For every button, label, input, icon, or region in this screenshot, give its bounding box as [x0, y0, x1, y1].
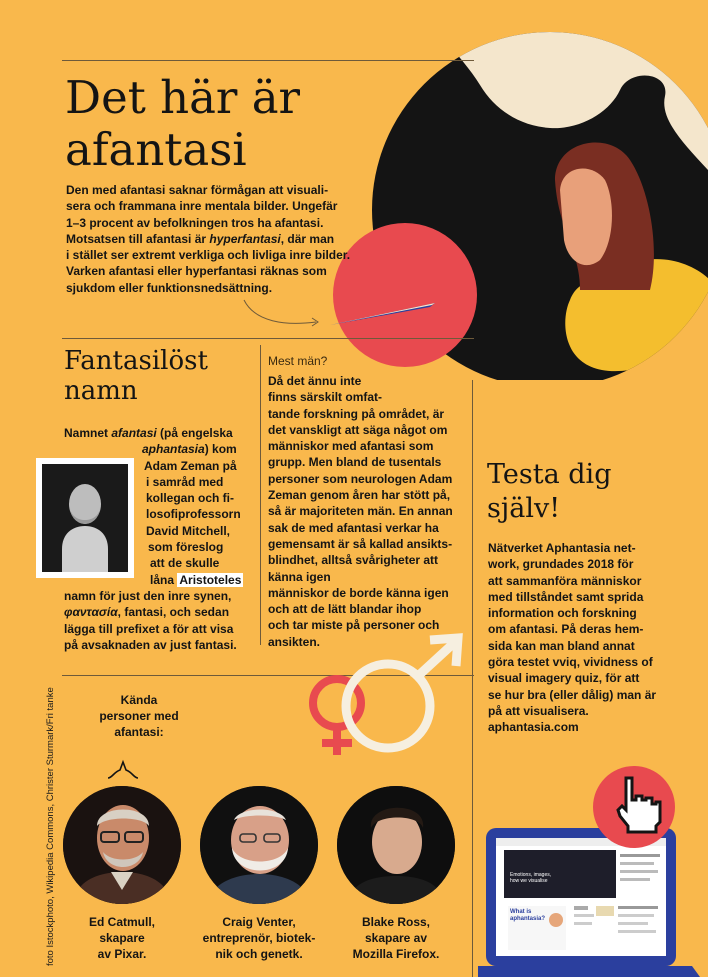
- text-line: Då det ännu inte: [268, 374, 362, 388]
- caption-line: Craig Venter,: [222, 915, 296, 929]
- heading-line: Fantasilöst: [64, 346, 208, 376]
- divider-vertical: [472, 380, 473, 977]
- heading-line: personer med: [99, 709, 179, 723]
- divider-middle: [62, 338, 474, 339]
- caption-line: Mozilla Firefox.: [352, 947, 440, 961]
- intro-line: sera och frammana inre mentala bilder. Ungefär: [66, 199, 338, 214]
- intro-paragraph: [66, 182, 366, 296]
- mest-man-heading: Mest män?: [268, 354, 328, 368]
- heading-line: afantasi:: [114, 725, 164, 739]
- text-line: med tillståndet samt sprida: [488, 589, 644, 604]
- text-line: göra testet vviq, vividness of: [488, 655, 653, 670]
- text-span: ) kom: [204, 442, 237, 457]
- divider-top: [62, 60, 474, 61]
- laptop-card-title: [510, 909, 545, 923]
- text-line: namn för just den inre synen,: [64, 588, 232, 603]
- text-emphasis: aphantasia: [142, 442, 205, 457]
- caption-line: skapare av: [364, 931, 428, 945]
- portrait-craig-venter: [200, 786, 318, 904]
- text-line: lägga till prefixet a för att visa: [64, 621, 234, 636]
- caption-blake-ross: [330, 914, 462, 962]
- photo-credit: foto Istockphoto, Wikipedia Commons, Christer Sturmark/Fri tanke: [45, 687, 56, 966]
- fantasilost-heading: [64, 346, 208, 406]
- fantasilost-paragraph: [64, 425, 264, 653]
- text-line: så är majoriteten män. En annan: [268, 504, 453, 519]
- website-link[interactable]: aphantasia.com: [488, 720, 579, 735]
- text-line: det vanskligt att säga något om: [268, 422, 448, 437]
- intro-line: i stället ser extremt verkliga och livliga inre bilder.: [66, 248, 351, 263]
- text-span: låna: [150, 572, 178, 587]
- text-emphasis: φαντασία: [64, 605, 118, 620]
- text-line: kollegan och fi-: [146, 491, 235, 506]
- heading-line: Testa dig: [487, 459, 612, 490]
- portrait-blake-ross: [337, 786, 455, 904]
- text-span: (på engelska: [156, 426, 233, 440]
- laptop-card-line: What is: [510, 909, 532, 915]
- mest-man-paragraph: [268, 373, 468, 650]
- caption-line: Ed Catmull,: [88, 915, 155, 929]
- caption-line: av Pixar.: [97, 947, 147, 961]
- blake-ross-photo: [337, 786, 455, 904]
- text-line: människor de borde känna igen: [268, 585, 449, 600]
- text-line: David Mitchell,: [146, 523, 231, 538]
- text-line: losofiprofessorn: [146, 507, 241, 522]
- text-line: Nätverket Aphantasia net-: [488, 541, 636, 555]
- laptop-hero-line: Emotions, images,: [510, 872, 552, 878]
- intro-line: sjukdom eller funktionsnedsättning.: [66, 280, 273, 295]
- laptop-illustration: [478, 824, 708, 977]
- text-line: work, grundades 2018 för: [488, 557, 634, 572]
- caption-line: nik och genetk.: [215, 947, 303, 961]
- caption-ed-catmull: [58, 914, 186, 962]
- testa-heading: [487, 458, 611, 526]
- text-span: Motsatsen till afantasi är: [66, 231, 210, 246]
- text-line: känna igen: [268, 569, 331, 584]
- caption-line: entreprenör, biotek-: [202, 931, 316, 945]
- text-line: [64, 441, 264, 457]
- text-emphasis: hyperfantasi: [209, 231, 281, 246]
- heading-line: namn: [64, 376, 138, 406]
- text-line: [64, 604, 264, 620]
- text-line: Adam Zeman på: [144, 458, 237, 473]
- heading-line: själv!: [487, 493, 561, 524]
- text-line: blindhet, alltså svårigheter att: [268, 553, 439, 568]
- text-line: sida kan man bland annat: [488, 638, 635, 653]
- intro-line: [66, 231, 366, 247]
- brace-icon: [106, 758, 140, 780]
- laptop-card-line: aphantasia?: [510, 916, 546, 922]
- text-line: gemensamt är så kallad ansikts-: [268, 536, 453, 551]
- caption-line: skapare: [99, 931, 145, 945]
- text-line: finns särskilt omfat-: [268, 390, 383, 405]
- gender-symbols-icon: [300, 630, 470, 760]
- portrait-ed-catmull: [63, 786, 181, 904]
- text-line: ansikten.: [268, 634, 321, 649]
- curved-arrow-icon: [240, 296, 325, 332]
- laptop-hero-text: [510, 872, 551, 884]
- text-line: [64, 425, 264, 441]
- title-line: afantasi: [65, 123, 247, 176]
- text-line: på avsaknaden av just fantasi.: [64, 637, 237, 652]
- page-title: [65, 72, 300, 176]
- testa-paragraph: [488, 540, 688, 736]
- ed-catmull-photo: [63, 786, 181, 904]
- text-line: information och forskning: [488, 606, 637, 621]
- text-line: om afantasi. På deras hem-: [488, 622, 644, 637]
- intro-line: 1–3 procent av befolkningen tros ha afantasi.: [66, 215, 324, 230]
- title-line: Det här är: [65, 71, 301, 124]
- caption-craig-venter: [190, 914, 328, 962]
- text-line: i samråd med: [146, 474, 224, 489]
- intro-line: Varken afantasi eller hyperfantasi räknas som: [66, 264, 327, 279]
- text-line: se hur bra (eller dålig) man är: [488, 687, 657, 702]
- blue-wedge-shape: [320, 295, 445, 335]
- text-line: som föreslog: [148, 540, 224, 555]
- laptop-hero-line: how we visualise: [510, 878, 548, 884]
- text-line: sak de med afantasi verkar ha: [268, 520, 439, 535]
- text-span: , fantasi, och sedan: [117, 605, 230, 620]
- text-line: att sammanföra människor: [488, 573, 642, 588]
- text-line: visual imagery quiz, för att: [488, 671, 640, 686]
- text-line: [64, 572, 264, 588]
- text-line: och tar miste på personer och: [268, 618, 440, 633]
- hand-pointer-icon: [614, 774, 664, 838]
- text-line: personer som neurologen Adam: [268, 471, 453, 486]
- text-span: , där man: [280, 231, 335, 246]
- text-line: tande forskning på området, är: [268, 406, 445, 421]
- text-line: människor med afantasi som: [268, 439, 434, 454]
- aristoteles-highlight: Aristoteles: [179, 572, 242, 587]
- text-line: Zeman genom åren har stött på,: [268, 488, 451, 503]
- text-line: på att visualisera.: [488, 703, 589, 718]
- craig-venter-photo: [200, 786, 318, 904]
- text-line: grupp. Men bland de tusentals: [268, 455, 442, 470]
- intro-line: Den med afantasi saknar förmågan att visuali-: [66, 183, 329, 197]
- caption-line: Blake Ross,: [361, 915, 431, 929]
- text-line: att de skulle: [150, 556, 220, 571]
- text-emphasis: afantasi: [111, 426, 157, 440]
- text-span: Namnet: [64, 426, 112, 440]
- text-line: och att de lätt blandar ihop: [268, 602, 422, 617]
- heading-line: Kända: [120, 693, 158, 707]
- famous-heading: [84, 692, 194, 740]
